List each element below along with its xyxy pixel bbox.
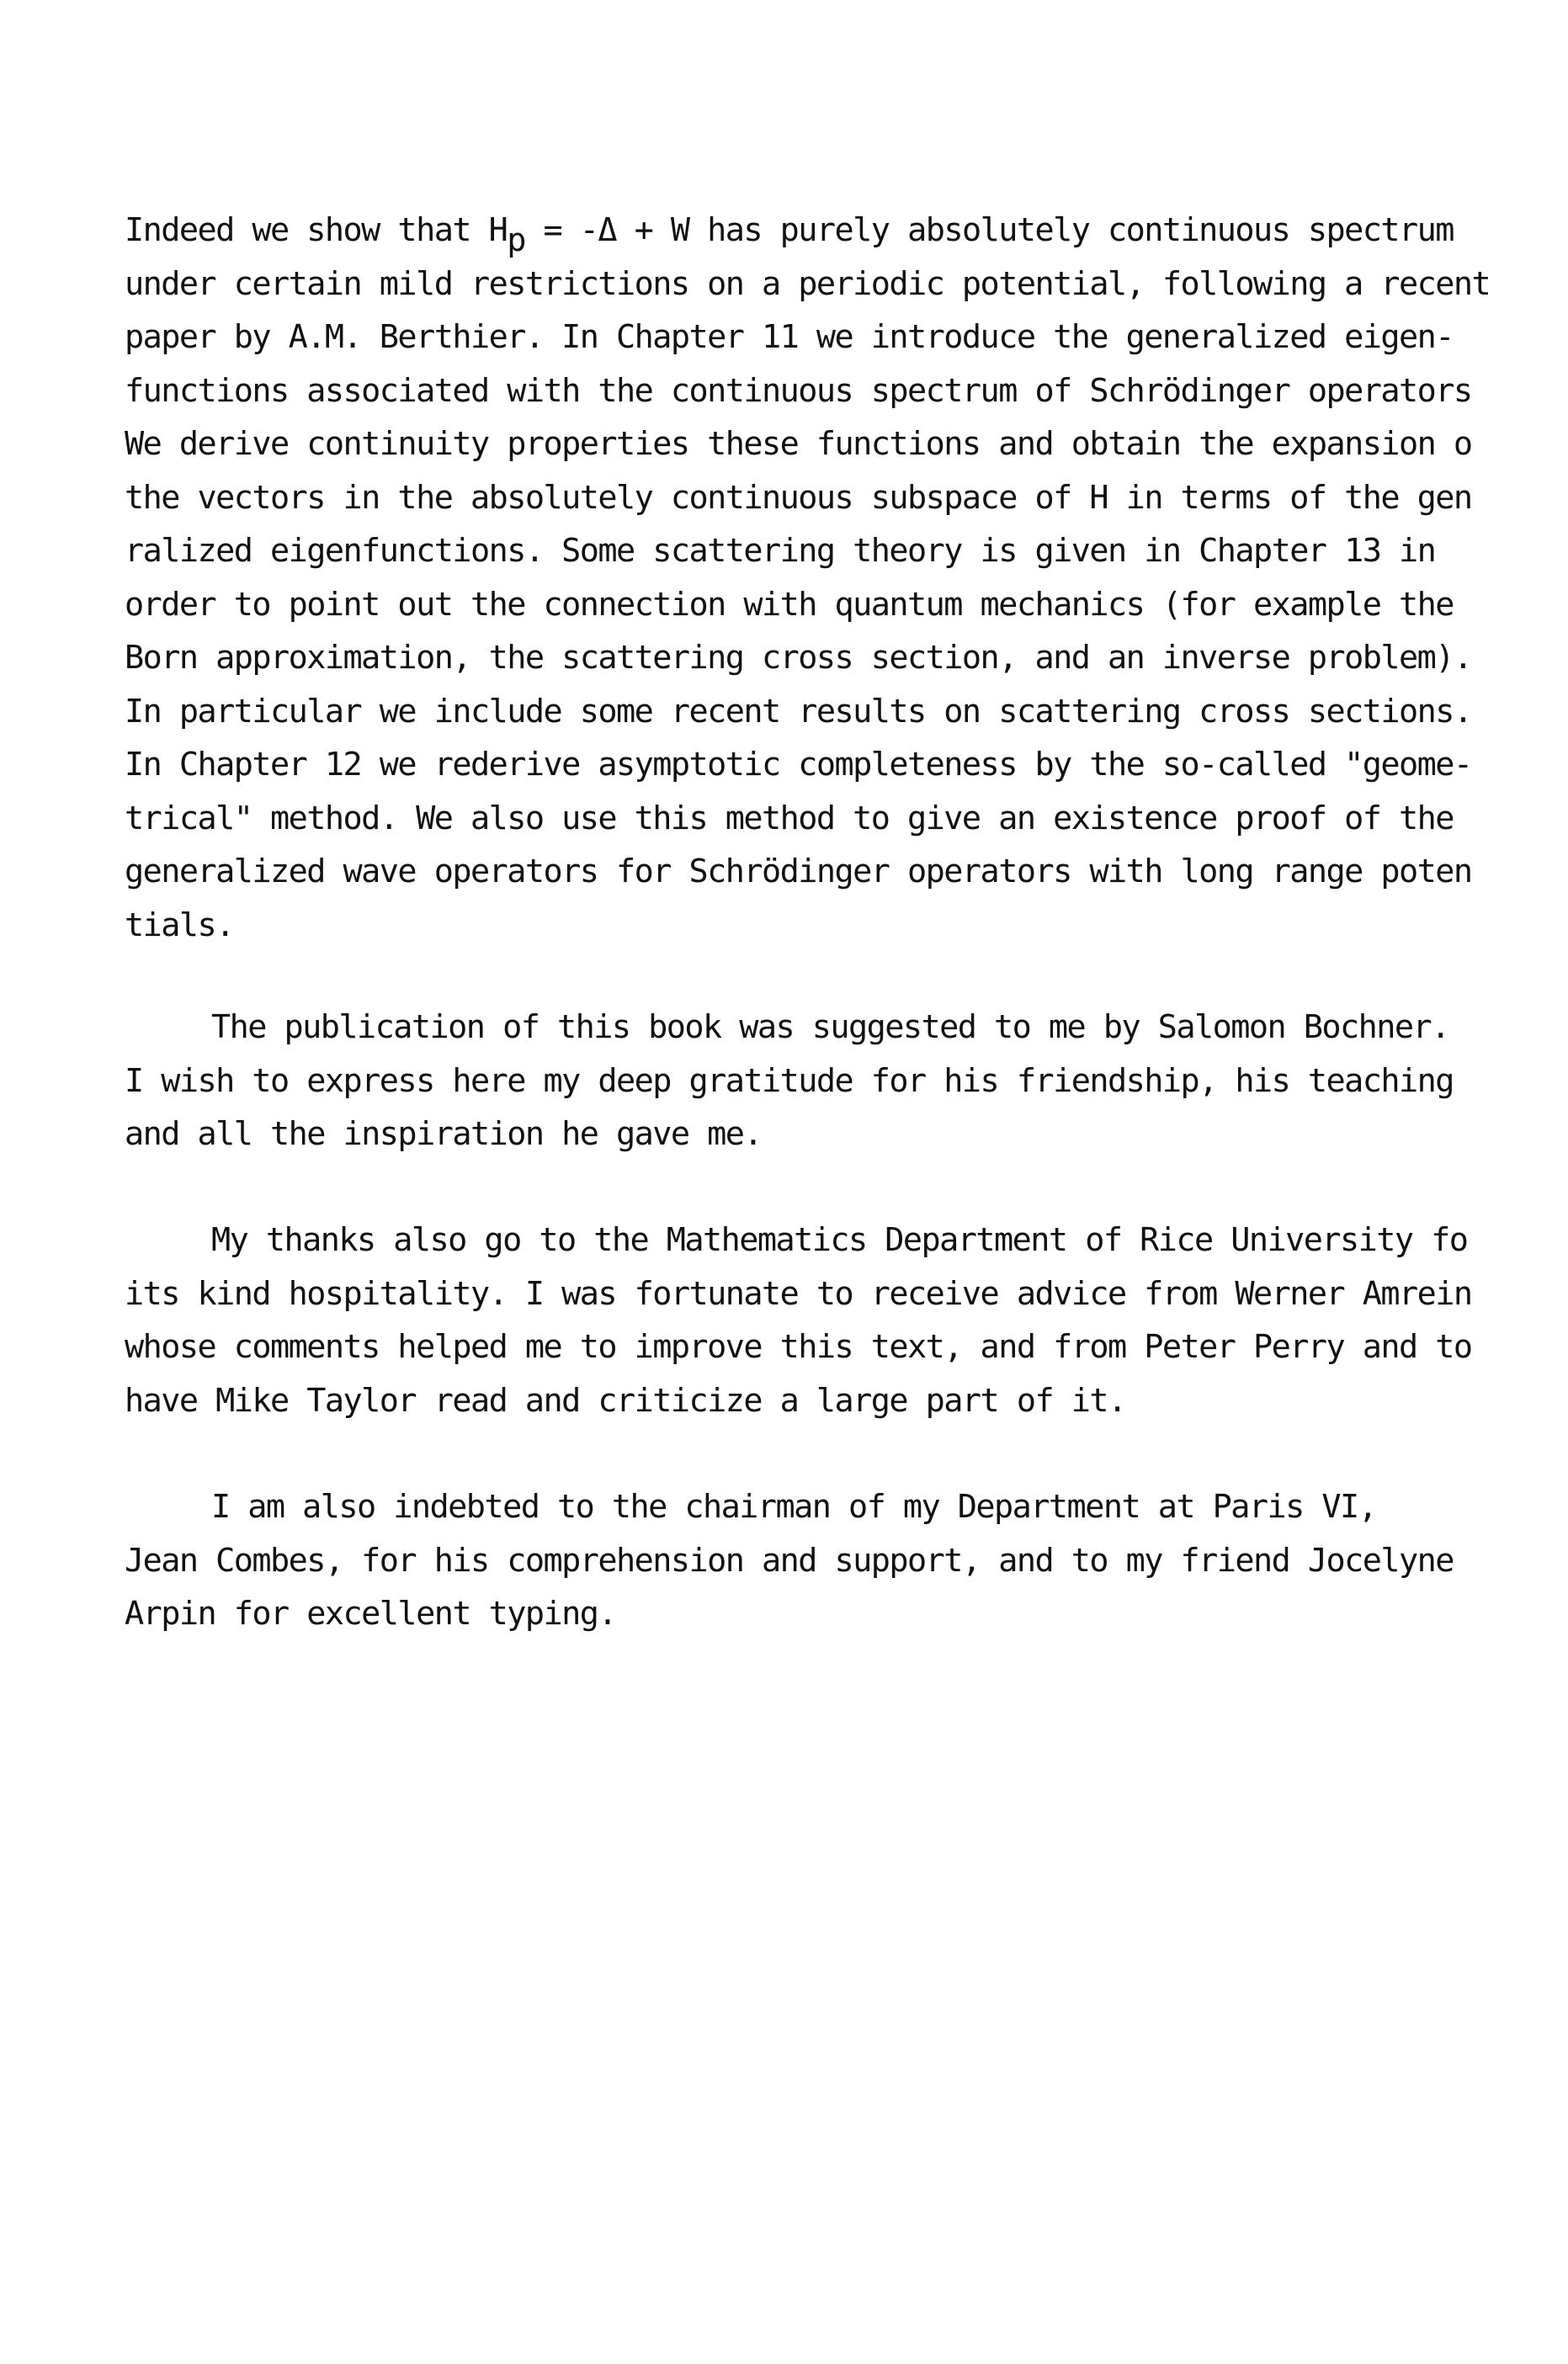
text-line: paper by A.M. Berthier. In Chapter 11 we introduce the generalized eigen- bbox=[125, 318, 1454, 356]
text-line: the vectors in the absolutely continuous subspace of H in terms of the gen bbox=[125, 478, 1472, 517]
text-line: under certain mild restrictions on a periodic potential, following a recent bbox=[125, 264, 1491, 303]
text-line: its kind hospitality. I was fortunate to receive advice from Werner Amrein bbox=[125, 1274, 1472, 1313]
text-span: Indeed we show that H bbox=[125, 211, 508, 249]
text-line: Jean Combes, for his comprehension and support, and to my friend Jocelyne bbox=[125, 1541, 1454, 1580]
subscript-p: p bbox=[507, 221, 525, 259]
text-line: ralized eigenfunctions. Some scattering theory is given in Chapter 13 in bbox=[125, 532, 1436, 570]
text-line: whose comments helped me to improve this text, and from Peter Perry and to bbox=[125, 1328, 1472, 1366]
text-line: Born approximation, the scattering cross section, and an inverse problem). bbox=[125, 639, 1472, 677]
text-line: We derive continuity properties these functions and obtain the expansion o bbox=[125, 425, 1472, 463]
text-line: I am also indebted to the chairman of my Department at Paris VI, bbox=[211, 1488, 1377, 1526]
text-line: have Mike Taylor read and criticize a large part of it. bbox=[125, 1381, 1126, 1420]
text-line: My thanks also go to the Mathematics Department of Rice University fo bbox=[211, 1221, 1468, 1259]
text-line: I wish to express here my deep gratitude for his friendship, his teaching bbox=[125, 1061, 1454, 1100]
intro-paragraph bbox=[125, 204, 1491, 952]
text-line bbox=[125, 204, 1463, 258]
text-line: and all the inspiration he gave me. bbox=[125, 1115, 763, 1153]
text-line: order to point out the connection with quantum mechanics (for example the bbox=[125, 585, 1454, 624]
text-line: In particular we include some recent results on scattering cross sections. bbox=[125, 692, 1472, 730]
text-line: The publication of this book was suggested to me by Salomon Bochner. bbox=[211, 1008, 1449, 1046]
text-span: = -Δ + W has purely absolutely continuous spectrum bbox=[524, 211, 1454, 249]
text-line: generalized wave operators for Schrödinger operators with long range poten bbox=[125, 853, 1472, 890]
text-line: Arpin for excellent typing. bbox=[125, 1595, 616, 1633]
acknowledgment-paragraph bbox=[125, 1214, 1472, 1427]
text-line: In Chapter 12 we rederive asymptotic completeness by the so-called "geome- bbox=[125, 746, 1472, 784]
acknowledgment-paragraph bbox=[125, 1001, 1463, 1161]
acknowledgment-paragraph bbox=[125, 1480, 1463, 1641]
text-line: functions associated with the continuous spectrum of Schrödinger operators bbox=[125, 371, 1472, 410]
text-line: trical" method. We also use this method to give an existence proof of the bbox=[125, 799, 1454, 837]
text-line: tials. bbox=[125, 906, 234, 944]
